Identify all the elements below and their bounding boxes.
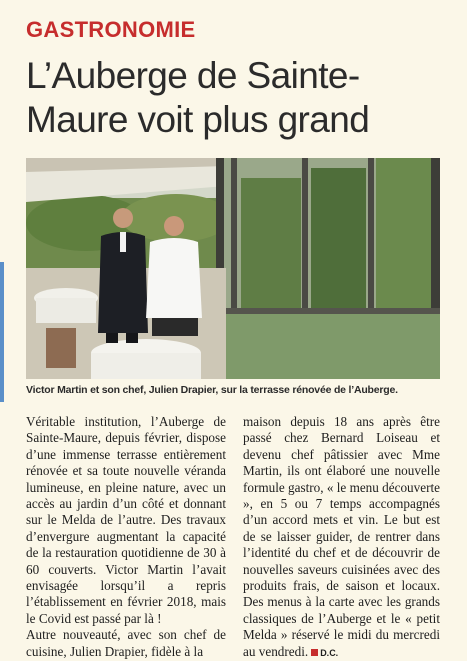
section-rubric: GASTRONOMIE	[26, 17, 196, 42]
article-photo	[26, 158, 440, 379]
end-mark-icon	[311, 649, 318, 656]
author-signature: D.C.	[320, 647, 339, 658]
page-edge-marker	[0, 262, 4, 402]
body-paragraph: Autre nouveauté, avec son chef de cuisine, Julien Drapier, fidèle à la	[26, 627, 226, 659]
photo-terrace-icon	[26, 158, 440, 379]
body-paragraph	[243, 414, 440, 661]
body-paragraph: Véritable institution, l’Auberge de Sainte-Maure, depuis février, dispose d’une immense terrasse entièrement rénovée et sa toute nouvelle véranda lumineuse, en pleine nature, avec un accès au jardin d’un côté et donnant sur le Melda de l’autre. Des travaux d’envergure augmentant la capacité de la restauration quotidienne de 30 à 60 couverts. Victor Martin l’avait envisagée lorsqu’il a repris l’établissement en février 2018, mais le Covid est passé par là !	[26, 414, 226, 626]
article-column-left	[26, 414, 226, 660]
article-column-right	[243, 414, 440, 661]
article-headline: L’Auberge de Sainte-Maure voit plus grand	[26, 55, 370, 140]
photo-caption: Victor Martin et son chef, Julien Drapier, sur la terrasse rénovée de l’Auberge.	[26, 384, 398, 396]
body-text: maison depuis 18 ans après être passé chez Bernard Loiseau et devenu chef pâtissier avec Mme Martin, ils ont élaboré une nouvelle formule gastro, « le menu découverte », en 5 ou 7 temps accompagnés d’un accord mets et vin. Le but est de se laisser guider, de rentrer dans l’identité du chef et de découvrir de nouvelles saveurs cuisinées avec des produits frais, de saison et locaux. Des menus à la carte avec les grands classiques de l’Auberge et le « petit Melda » réservé le midi du mercredi au vendredi.	[243, 414, 441, 659]
